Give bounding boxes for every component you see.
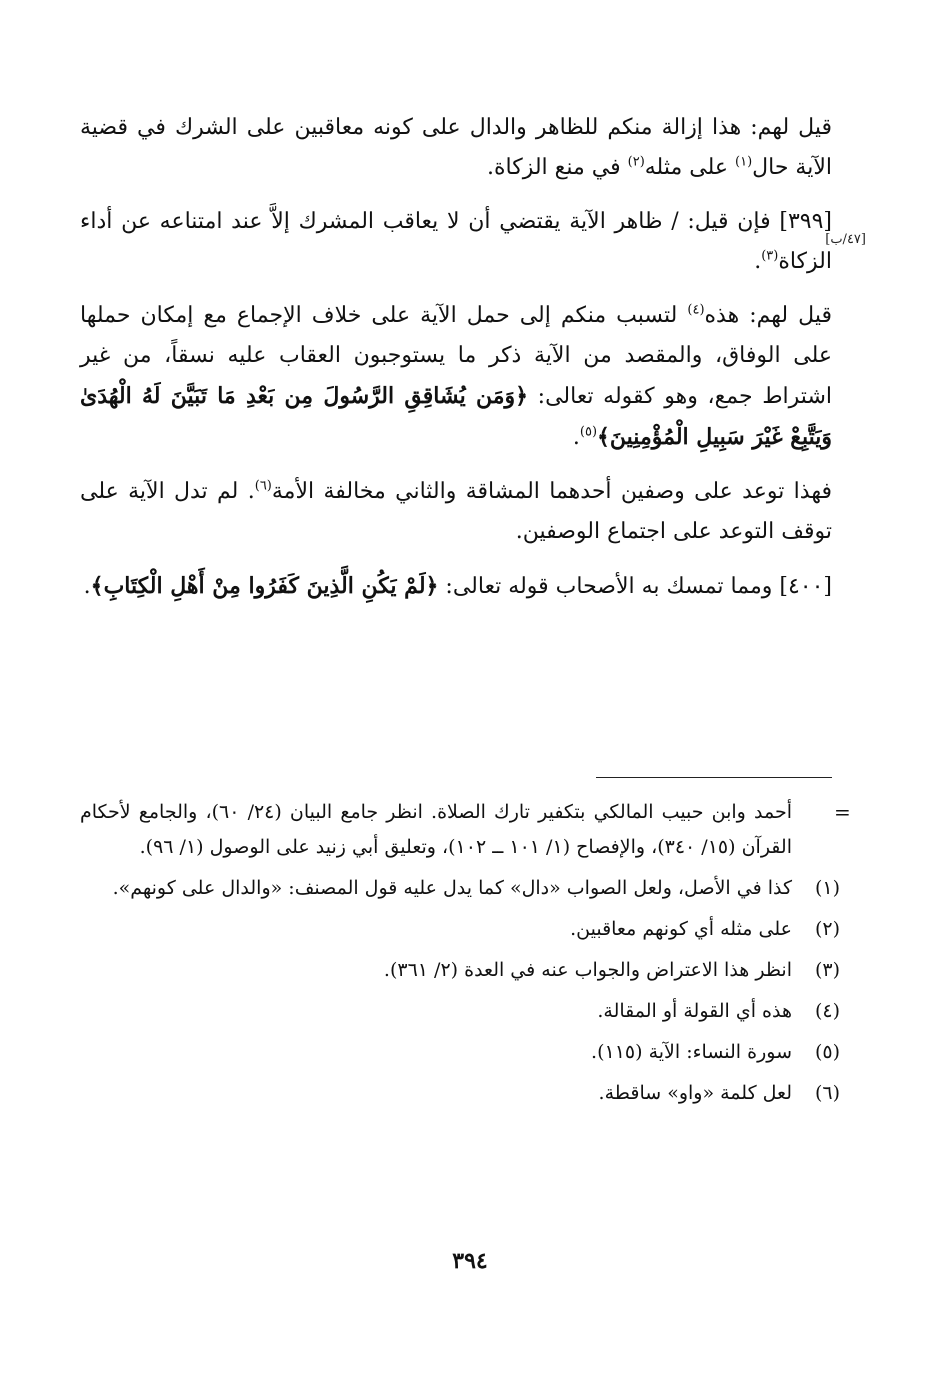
- footnote-number: (٢): [814, 918, 840, 940]
- footnote-2: [80, 912, 840, 947]
- paragraph-text: .: [754, 249, 762, 274]
- footnote-number: (٣): [814, 959, 840, 981]
- footnote-3: [80, 953, 840, 988]
- paragraph-text: [٤٠٠] ومما تمسك به الأصحاب قوله تعالى:: [438, 574, 832, 599]
- footnote-number: (٤): [814, 1000, 840, 1022]
- footnote-ref: (٢): [627, 154, 645, 170]
- footnote-text: سورة النساء: الآية (١١٥).: [591, 1041, 792, 1063]
- main-text: [80, 108, 832, 621]
- footnote-6: [80, 1076, 840, 1111]
- paragraph-text: قيل لهم: هذه: [704, 303, 832, 328]
- paragraph-text: [٣٩٩] فإن قيل: / ظاهر الآية يقتضي أن لا يعاقب المشرك إلاَّ عند امتناعه عن أداء الزكاة: [80, 209, 832, 274]
- paragraph-3: [80, 296, 832, 458]
- footnote-number: (٦): [814, 1082, 840, 1104]
- paragraph-1: [80, 108, 832, 188]
- footnote-separator: [596, 777, 832, 778]
- paragraph-text: قيل لهم: هذا إزالة منكم للظاهر والدال على كونه معاقبين على الشرك في قضية الآية حال: [80, 115, 832, 180]
- footnote-text: أحمد وابن حبيب المالكي بتكفير تارك الصلاة. انظر جامع البيان (٢٤/ ٦٠)، والجامع لأحكام القرآن (١٥/ ٣٤٠)، والإفصاح (١/ ١٠١ ــ ١٠٢)، وتعليق أبي زنيد على الوصول (١/ ٩٦).: [80, 801, 792, 858]
- paragraph-text: لتسبب منكم إلى حمل الآية على خلاف الإجماع مع إمكان حملها على الوفاق، والمقصد من الآية ذكر ما يستوجبون العقاب عليه نسقاً، من غير اشتراط جمع، وهو كقوله تعالى:: [80, 303, 832, 409]
- footnotes: [80, 795, 840, 1117]
- footnote-1: [80, 871, 840, 906]
- footnote-ref: (٥): [579, 424, 598, 440]
- paragraph-text: فهذا توعد على وصفين أحدهما المشاقة والثاني مخالفة الأمة: [271, 479, 832, 504]
- footnote-number: (١): [814, 877, 840, 899]
- footnote-continuation-mark: =: [834, 800, 851, 824]
- paragraph-text: على مثله: [644, 155, 735, 180]
- footnote-ref: (٤): [687, 302, 705, 318]
- paragraph-text: .: [572, 425, 580, 450]
- footnote-ref: (٦): [254, 478, 272, 494]
- footnote-text: انظر هذا الاعتراض والجواب عنه في العدة (٢/ ٣٦١).: [383, 959, 792, 981]
- footnote-ref: (١): [735, 154, 753, 170]
- paragraph-text: .: [83, 574, 91, 599]
- margin-folio-marker: [٤٧/ب]: [825, 232, 866, 247]
- page-number: ٣٩٤: [452, 1248, 488, 1274]
- paragraph-5: [80, 566, 832, 607]
- footnote-5: [80, 1035, 840, 1070]
- quran-verse: ﴿لَمْ يَكُنِ الَّذِينَ كَفَرُوا مِنْ أَهْلِ الْكِتَابِ﴾: [90, 573, 439, 599]
- paragraph-4: [80, 472, 832, 552]
- paragraph-2: [80, 202, 832, 282]
- quran-verse: ﴿وَمَن يُشَاقِقِ الرَّسُولَ مِن بَعْدِ مَا تَبَيَّنَ لَهُ الْهُدَىٰ وَيَتَّبِعْ غَيْرَ سَبِيلِ الْمُؤْمِنِينَ﴾: [80, 383, 832, 450]
- footnote-text: كذا في الأصل، ولعل الصواب «دال» كما يدل عليه قول المصنف: «والدال على كونهم».: [112, 877, 792, 899]
- footnote-continuation: [80, 795, 840, 865]
- footnote-number: (٥): [814, 1041, 840, 1063]
- footnote-4: [80, 994, 840, 1029]
- paragraph-text: . لم تدل الآية على توقف التوعد على اجتماع الوصفين.: [80, 479, 832, 544]
- footnote-text: على مثله أي كونهم معاقبين.: [570, 918, 792, 940]
- paragraph-text: في منع الزكاة.: [487, 155, 628, 180]
- footnote-ref: (٣): [761, 248, 779, 264]
- footnote-text: هذه أي القولة أو المقالة.: [597, 1000, 792, 1022]
- footnote-text: لعل كلمة «واو» ساقطة.: [598, 1082, 792, 1104]
